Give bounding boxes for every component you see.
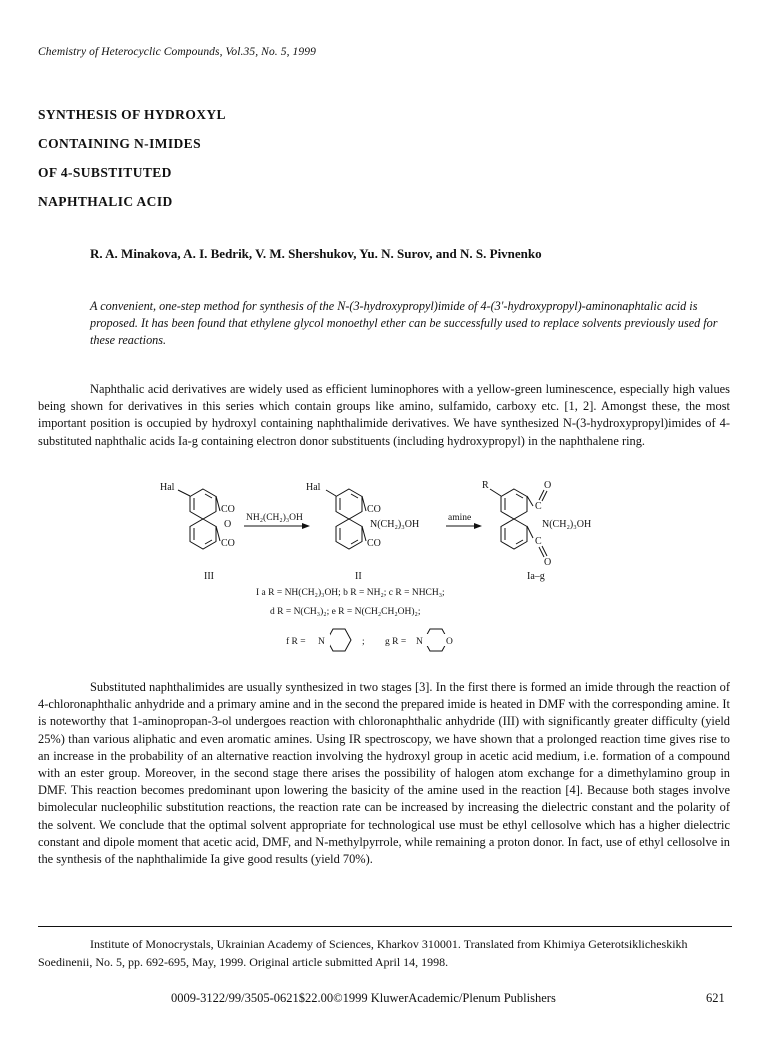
compound-label-I: Ia–g [527,571,545,582]
carbonyl-label: CO [221,504,235,515]
arrow-head [474,523,482,529]
piperidine-ring [316,629,351,651]
article-title [38,106,226,222]
hal-label: Hal [160,482,175,493]
footnote-text: Institute of Monocrystals, Ukrainian Academy of Sciences, Kharkov 310001. Translated from Khimiya Geterotsiklicheskikh Soedinenii, No. 5, pp. 692-695, May, 1999. Original article submitted April 14, 1998. [38,937,688,969]
carbonyl-label: CO [221,538,235,549]
body-paragraph-1 [38,381,730,450]
reagent-label: amine [448,513,472,523]
footnote-divider [38,926,732,927]
oxygen-label: O [224,519,232,530]
morpholine-ring [414,629,456,651]
compound-I-structure [482,480,591,582]
journal-header: Chemistry of Heterocyclic Compounds, Vol.35, No. 5, 1999 [38,46,316,58]
oxygen-label: O [544,557,552,568]
author-list: R. A. Minakova, A. I. Bedrik, V. M. Shershukov, Yu. N. Surov, and N. S. Pivnenko [90,246,542,261]
reaction-scheme-drawing [0,478,768,678]
compound-II-structure [306,482,419,582]
substituent-f-label: f R = [286,637,306,647]
page-number: 621 [706,991,725,1005]
r-label: R [482,480,489,491]
o-atom-label: O [446,637,453,647]
title-line: SYNTHESIS OF HYDROXYL [38,107,226,122]
carbon-label: C [535,536,542,547]
n-atom-label: N [416,637,423,647]
title-line: NAPHTHALIC ACID [38,194,173,209]
oxygen-label: O [544,480,552,491]
n-substituent-label: N(CH₂)₃OH [370,519,420,530]
title-line: CONTAINING N-IMIDES [38,136,201,151]
paragraph-text: Naphthalic acid derivatives are widely used as efficient luminophores with a yellow-green luminescence, especially high values being shown for derivatives in this series which contain groups like amino, sulfamido, carboxy etc. [1, 2]. Amongst these, the most important position is occupied by hydroxyl containing naphthalimide derivatives. We have synthesized N-(3-hydroxypropyl)imides of 4-substituted naphthalic acids Ia-g containing electron donor substituents (including hydroxypropyl) in the naphthalene ring. [38,382,730,448]
separator: ; [362,637,365,647]
n-substituent-label: N(CH₂)₃OH [542,519,592,530]
carbon-label: C [535,501,542,512]
reaction-scheme [0,478,768,678]
title-line: OF 4-SUBSTITUTED [38,165,172,180]
body-paragraph-2 [38,679,730,868]
n-atom-label: N [318,637,325,647]
substituent-definitions: I a R = NH(CH₂)₃OH; b R = NH₂; c R = NHCH₃; [256,588,445,598]
compound-III-structure [160,482,235,582]
hal-label: Hal [306,482,321,493]
paragraph-text: Substituted naphthalimides are usually synthesized in two stages [3]. In the first there is formed an imide through the reaction of 4-chloronaphthalic anhydride and a primary amine and in the second the prepared imide is heated in DMF with the corresponding amine. It is noteworthy that 1-aminopropan-3-ol undergoes reaction with chloronaphthalic anhydride (III) with significantly greater difficulty (yield 25%) than various aliphatic and even aromatic amines. Using IR spectroscopy, we have shown that a prolonged reaction time gives rise to an increase in the probability of an alternative reaction involving the hydroxyl group in acetic acid medium, i.e. formation of a compound with an ester group. Moreover, in the second stage there arises the possibility of halogen atom exchange for a dimethylamino group in DMF. This reaction becomes predominant upon lowering the basicity of the amine used in the reaction [4]. Because both stages involve bimolecular nucleophilic substitution reactions, the reaction rate can be increased by increasing the dielectric constant and the polarity of the solvent. We conclude that the optimal solvent appropriate for technological use must be ethyl cellosolve which has a higher dielectric constant and dipole moment that acetic acid, DMF, and N-methylpyrrole, while remaining a proton donor. In fact, use of ethyl cellosolve in the synthesis of the naphthalimide Ia give good results (yield 70%). [38,680,730,867]
compound-label-III: III [204,571,214,582]
substituent-g-label: g R = [385,637,407,647]
abstract: A convenient, one-step method for synthesis of the N-(3-hydroxypropyl)imide of 4-(3'-hydroxypropyl)-aminonaphtalic acid is proposed. It has been found that ethylene glycol monoethyl ether can be successfully used to replace solvents previously used for these reactions. [90,299,718,347]
carbonyl-label: CO [367,538,381,549]
reagent-label: NH₂(CH₂)₃OH [246,513,303,523]
arrow-head [302,523,310,529]
carbonyl-label: CO [367,504,381,515]
substituent-definitions: d R = N(CH₃)₂; e R = N(CH₂CH₂OH)₂; [270,607,421,617]
compound-label-II: II [355,571,362,582]
affiliation-footnote [38,935,730,971]
copyright-code: 0009-3122/99/3505-0621$22.00©1999 KluwerAcademic/Plenum Publishers [171,991,556,1005]
